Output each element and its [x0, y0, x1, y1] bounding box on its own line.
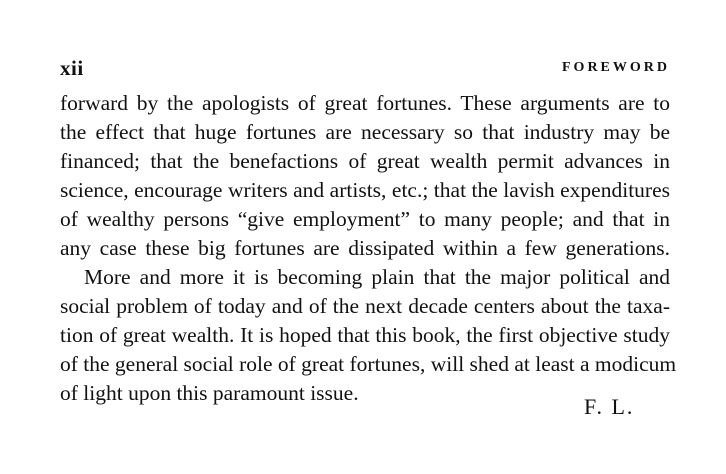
text-line: science, encourage writers and artists, etc.; that the lavish expenditures — [60, 178, 670, 202]
text-line: of the general social role of great fortunes, will shed at least a modicum — [60, 352, 677, 376]
body-text — [60, 89, 677, 408]
text-line: the effect that huge fortunes are necessary so that industry may be — [60, 120, 670, 144]
page-number: xii — [60, 56, 84, 80]
page-header — [60, 56, 670, 82]
text-line: of wealthy persons “give employment” to many people; and that in — [60, 207, 670, 231]
paragraph-1 — [60, 89, 670, 263]
text-line: forward by the apologists of great fortunes. These arguments are to — [60, 91, 670, 115]
text-line: financed; that the benefactions of great wealth permit advances in — [60, 149, 670, 173]
running-head: FOREWORD — [562, 60, 670, 75]
paragraph-2 — [60, 263, 677, 408]
text-line: More and more it is becoming plain that the major political and — [84, 265, 670, 289]
text-line: social problem of today and of the next decade centers about the taxa- — [60, 294, 670, 318]
text-line: tion of great wealth. It is hoped that this book, the first objective study — [60, 323, 670, 347]
author-signature: F. L. — [584, 394, 635, 419]
text-line: any case these big fortunes are dissipated within a few generations. — [60, 236, 670, 260]
text-line: of light upon this paramount issue. — [60, 381, 359, 405]
